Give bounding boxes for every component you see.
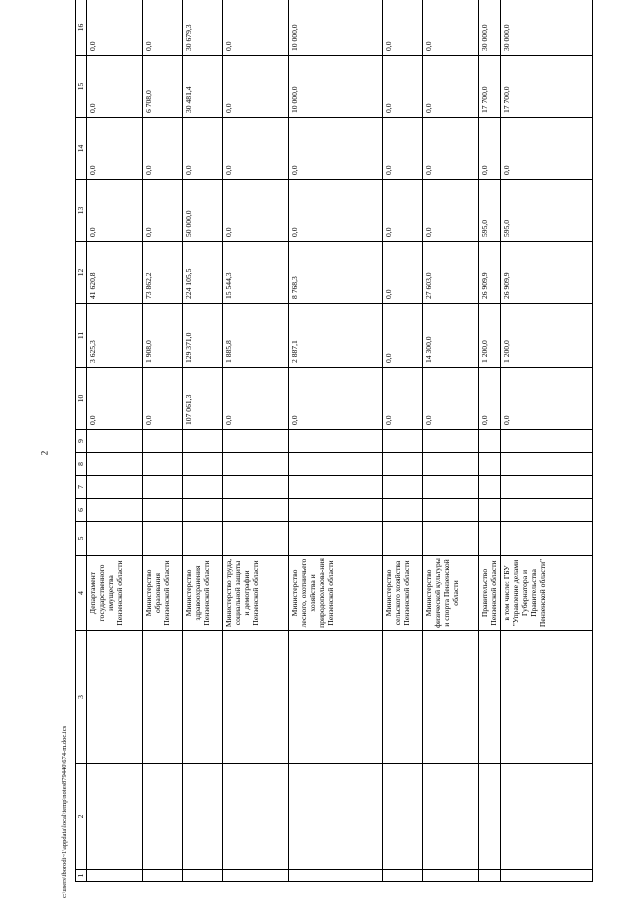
value-cell-c14: 0,0 — [143, 118, 183, 180]
empty-cell — [87, 453, 143, 476]
value-cell-c12: 41 620,8 — [87, 242, 143, 304]
empty-cell — [479, 476, 501, 499]
value-cell-c14: 0,0 — [383, 118, 423, 180]
empty-cell — [223, 476, 289, 499]
value-cell-c16: 0,0 — [223, 0, 289, 56]
empty-cell — [423, 499, 479, 522]
column-header: 4 — [76, 556, 87, 631]
empty-cell — [143, 476, 183, 499]
value-cell-c11: 2 887,1 — [289, 304, 383, 368]
empty-cell — [501, 453, 593, 476]
value-cell-c15: 17 700,0 — [479, 56, 501, 118]
value-cell-c16: 30 000,0 — [501, 0, 593, 56]
empty-cell — [479, 430, 501, 453]
value-cell-c16: 10 000,0 — [289, 0, 383, 56]
column-header: 1 — [76, 870, 87, 882]
value-cell-c11: 3 625,3 — [87, 304, 143, 368]
column-header: 14 — [76, 118, 87, 180]
empty-cell — [383, 430, 423, 453]
value-cell-c13: 595,0 — [501, 180, 593, 242]
column-header: 10 — [76, 368, 87, 430]
empty-cell — [423, 430, 479, 453]
value-cell-c15: 0,0 — [383, 56, 423, 118]
value-cell-c11: 0,0 — [383, 304, 423, 368]
value-cell-c13: 0,0 — [87, 180, 143, 242]
empty-cell — [383, 522, 423, 556]
budget-table-container — [75, 19, 591, 882]
value-cell-c12: 73 862,2 — [143, 242, 183, 304]
value-cell-c13: 0,0 — [223, 180, 289, 242]
value-cell-c11: 1 200,0 — [479, 304, 501, 368]
empty-cell — [423, 522, 479, 556]
value-cell-c12: 27 603,0 — [423, 242, 479, 304]
empty-cell — [289, 522, 383, 556]
value-cell-c15: 6 708,0 — [143, 56, 183, 118]
header-row — [76, 0, 87, 882]
value-cell-c11: 14 300,0 — [423, 304, 479, 368]
value-cell-c14: 0,0 — [223, 118, 289, 180]
empty-cell — [143, 870, 183, 882]
value-cell-c14: 0,0 — [87, 118, 143, 180]
empty-cell — [183, 631, 223, 764]
value-cell-c15: 10 000,0 — [289, 56, 383, 118]
empty-cell — [383, 453, 423, 476]
value-cell-c12: 224 105,5 — [183, 242, 223, 304]
value-cell-c15: 0,0 — [423, 56, 479, 118]
empty-cell — [289, 499, 383, 522]
value-cell-c13: 50 000,0 — [183, 180, 223, 242]
column-header: 12 — [76, 242, 87, 304]
value-cell-c11: 1 908,0 — [143, 304, 183, 368]
empty-cell — [183, 476, 223, 499]
value-cell-c10: 0,0 — [289, 368, 383, 430]
value-cell-c10: 0,0 — [223, 368, 289, 430]
empty-cell — [223, 453, 289, 476]
empty-cell — [87, 631, 143, 764]
column-header: 5 — [76, 522, 87, 556]
value-cell-c13: 0,0 — [143, 180, 183, 242]
empty-cell — [183, 870, 223, 882]
value-cell-c12: 8 768,3 — [289, 242, 383, 304]
value-cell-c13: 0,0 — [289, 180, 383, 242]
column-header: 6 — [76, 499, 87, 522]
table-row — [223, 0, 289, 882]
column-header: 3 — [76, 631, 87, 764]
empty-cell — [87, 499, 143, 522]
table-row — [383, 0, 423, 882]
value-cell-c16: 0,0 — [383, 0, 423, 56]
organization-name: Министерство образования Пензенской области — [143, 556, 183, 631]
budget-table — [75, 0, 593, 882]
organization-name: Министерство труда, социальной защиты и демографии Пензенской области — [223, 556, 289, 631]
organization-name: Министерство здравоохранения Пензенской области — [183, 556, 223, 631]
empty-cell — [223, 764, 289, 870]
empty-cell — [501, 764, 593, 870]
value-cell-c13: 0,0 — [383, 180, 423, 242]
empty-cell — [223, 430, 289, 453]
empty-cell — [289, 476, 383, 499]
empty-cell — [501, 631, 593, 764]
empty-cell — [223, 522, 289, 556]
value-cell-c11: 1 200,0 — [501, 304, 593, 368]
empty-cell — [289, 870, 383, 882]
table-row — [289, 0, 383, 882]
empty-cell — [143, 764, 183, 870]
organization-name: в том числе: ГБУ "Управление делами Губернатора и Правительства Пензенской области" — [501, 556, 593, 631]
empty-cell — [383, 870, 423, 882]
column-header: 16 — [76, 0, 87, 56]
column-header: 11 — [76, 304, 87, 368]
empty-cell — [501, 870, 593, 882]
table-row — [143, 0, 183, 882]
value-cell-c14: 0,0 — [183, 118, 223, 180]
empty-cell — [501, 430, 593, 453]
empty-cell — [87, 764, 143, 870]
empty-cell — [183, 764, 223, 870]
table-row — [501, 0, 593, 882]
empty-cell — [501, 522, 593, 556]
table-row — [423, 0, 479, 882]
empty-cell — [87, 430, 143, 453]
column-header: 7 — [76, 476, 87, 499]
empty-cell — [223, 631, 289, 764]
empty-cell — [87, 476, 143, 499]
organization-name: Министерство сельского хозяйства Пензенской области — [383, 556, 423, 631]
empty-cell — [183, 453, 223, 476]
column-header: 2 — [76, 764, 87, 870]
file-path: c:\users\iborodi~1\appdata\local\temp\notes879440\674-m.doc.ics — [61, 725, 68, 898]
organization-name: Департамент государственного имущества Пензенской области — [87, 556, 143, 631]
value-cell-c10: 0,0 — [423, 368, 479, 430]
value-cell-c14: 0,0 — [501, 118, 593, 180]
value-cell-c10: 0,0 — [501, 368, 593, 430]
empty-cell — [383, 499, 423, 522]
column-header: 9 — [76, 430, 87, 453]
value-cell-c10: 0,0 — [143, 368, 183, 430]
table-row — [183, 0, 223, 882]
value-cell-c10: 0,0 — [383, 368, 423, 430]
value-cell-c13: 595,0 — [479, 180, 501, 242]
empty-cell — [223, 870, 289, 882]
value-cell-c12: 26 909,9 — [479, 242, 501, 304]
empty-cell — [423, 631, 479, 764]
value-cell-c10: 0,0 — [479, 368, 501, 430]
empty-cell — [87, 522, 143, 556]
value-cell-c15: 17 700,0 — [501, 56, 593, 118]
empty-cell — [383, 631, 423, 764]
empty-cell — [479, 631, 501, 764]
value-cell-c14: 0,0 — [423, 118, 479, 180]
empty-cell — [423, 476, 479, 499]
empty-cell — [223, 499, 289, 522]
value-cell-c10: 107 061,3 — [183, 368, 223, 430]
value-cell-c16: 30 000,0 — [479, 0, 501, 56]
table-row — [87, 0, 143, 882]
value-cell-c16: 30 679,3 — [183, 0, 223, 56]
empty-cell — [143, 453, 183, 476]
value-cell-c15: 0,0 — [223, 56, 289, 118]
organization-name: Правительство Пензенской области — [479, 556, 501, 631]
value-cell-c16: 0,0 — [143, 0, 183, 56]
value-cell-c11: 1 885,8 — [223, 304, 289, 368]
empty-cell — [383, 476, 423, 499]
value-cell-c15: 30 481,4 — [183, 56, 223, 118]
column-header: 13 — [76, 180, 87, 242]
empty-cell — [479, 870, 501, 882]
empty-cell — [87, 870, 143, 882]
value-cell-c12: 0,0 — [383, 242, 423, 304]
empty-cell — [143, 430, 183, 453]
empty-cell — [423, 764, 479, 870]
empty-cell — [143, 631, 183, 764]
value-cell-c12: 26 909,9 — [501, 242, 593, 304]
value-cell-c10: 0,0 — [87, 368, 143, 430]
empty-cell — [501, 476, 593, 499]
empty-cell — [479, 522, 501, 556]
empty-cell — [479, 453, 501, 476]
empty-cell — [183, 499, 223, 522]
empty-cell — [289, 430, 383, 453]
empty-cell — [143, 499, 183, 522]
table-row — [479, 0, 501, 882]
value-cell-c14: 0,0 — [479, 118, 501, 180]
empty-cell — [289, 631, 383, 764]
organization-name: Министерство лесного, охотничьего хозяйства и природопользова-ния Пензенской области — [289, 556, 383, 631]
value-cell-c16: 0,0 — [423, 0, 479, 56]
empty-cell — [289, 453, 383, 476]
value-cell-c12: 15 544,3 — [223, 242, 289, 304]
empty-cell — [423, 870, 479, 882]
table-body — [76, 0, 593, 882]
value-cell-c13: 0,0 — [423, 180, 479, 242]
empty-cell — [479, 764, 501, 870]
column-header: 8 — [76, 453, 87, 476]
empty-cell — [183, 522, 223, 556]
empty-cell — [143, 522, 183, 556]
value-cell-c11: 129 371,0 — [183, 304, 223, 368]
empty-cell — [289, 764, 383, 870]
value-cell-c15: 0,0 — [87, 56, 143, 118]
value-cell-c16: 0,0 — [87, 0, 143, 56]
empty-cell — [423, 453, 479, 476]
empty-cell — [383, 764, 423, 870]
empty-cell — [183, 430, 223, 453]
empty-cell — [479, 499, 501, 522]
column-header: 15 — [76, 56, 87, 118]
page-number: 2 — [39, 450, 50, 456]
empty-cell — [501, 499, 593, 522]
organization-name: Министерство физической культуры и спорта Пензенской области — [423, 556, 479, 631]
value-cell-c14: 0,0 — [289, 118, 383, 180]
